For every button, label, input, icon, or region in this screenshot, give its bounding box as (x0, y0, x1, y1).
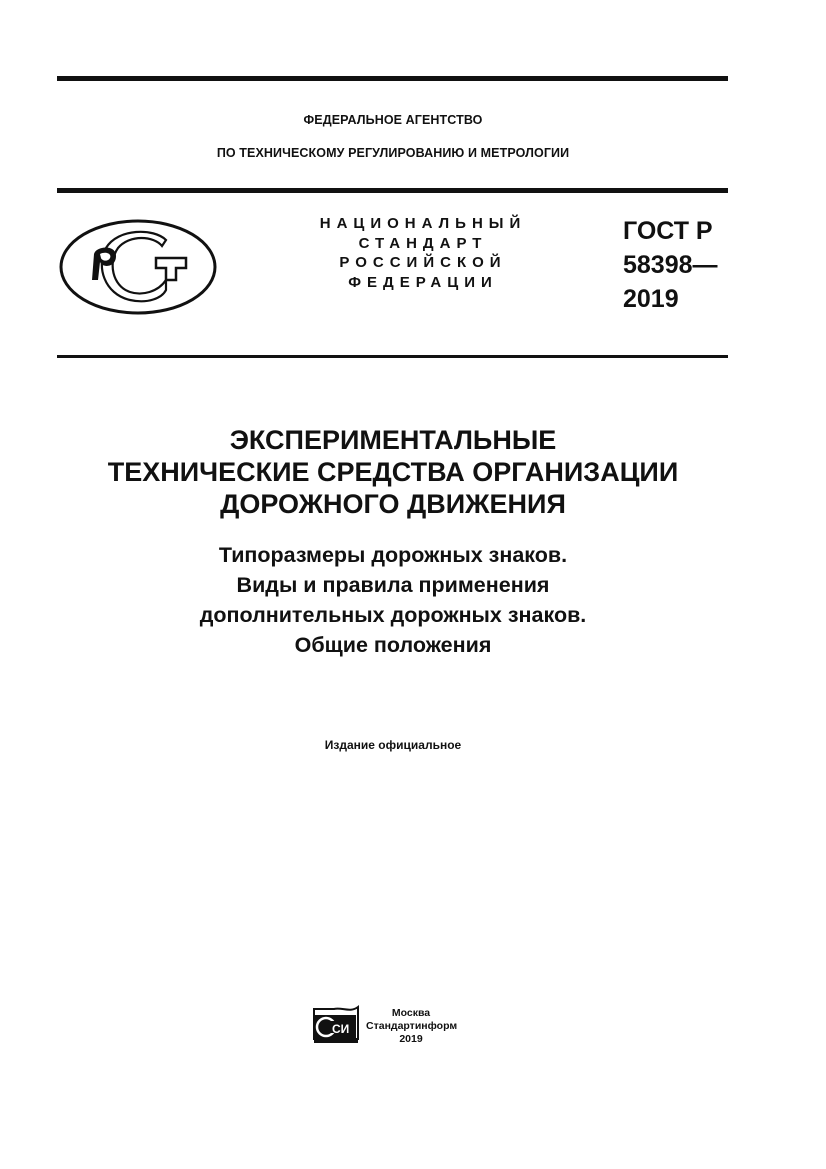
agency-name-line1: ФЕДЕРАЛЬНОЕ АГЕНТСТВО (303, 113, 483, 127)
designation-line: 2019 (623, 285, 679, 313)
standard-type-line: НАЦИОНАЛЬНЫЙ (319, 215, 527, 232)
standard-type-line: ФЕДЕРАЦИИ (348, 273, 498, 291)
designation-line: ГОСТ Р (623, 217, 713, 245)
rst-certification-logo-icon (58, 218, 218, 316)
document-title (0, 424, 786, 520)
edition-label: Издание официальное (324, 738, 462, 752)
standard-type-block (303, 214, 543, 292)
publisher-city: Москва (391, 1007, 431, 1019)
title-line: ДОРОЖНОГО ДВИЖЕНИЯ (220, 489, 566, 519)
title-line: ТЕХНИЧЕСКИЕ СРЕДСТВА ОРГАНИЗАЦИИ (107, 457, 679, 487)
agency-name-line2: ПО ТЕХНИЧЕСКОМУ РЕГУЛИРОВАНИЮ И МЕТРОЛОГИИ (216, 146, 570, 160)
standartinform-logo-icon (312, 1005, 360, 1045)
standard-designation (623, 214, 718, 316)
title-line: ЭКСПЕРИМЕНТАЛЬНЫЕ (229, 425, 557, 455)
standard-type-line: СТАНДАРТ (358, 234, 488, 252)
top-rule (57, 76, 728, 81)
bottom-rule (57, 355, 728, 358)
publisher-name: Стандартинформ (366, 1020, 458, 1032)
subtitle-line: Общие положения (294, 633, 492, 657)
standard-type-line: РОССИЙСКОЙ (339, 254, 507, 271)
subtitle-line: дополнительных дорожных знаков. (199, 603, 587, 627)
document-subtitle (0, 540, 786, 660)
middle-rule (57, 188, 728, 193)
designation-line: 58398— (623, 251, 718, 279)
publisher-year: 2019 (399, 1033, 423, 1045)
subtitle-line: Виды и правила применения (236, 573, 550, 597)
svg-text:СИ: СИ (332, 1022, 350, 1036)
publisher-block (366, 1007, 456, 1046)
subtitle-line: Типоразмеры дорожных знаков. (218, 543, 568, 567)
